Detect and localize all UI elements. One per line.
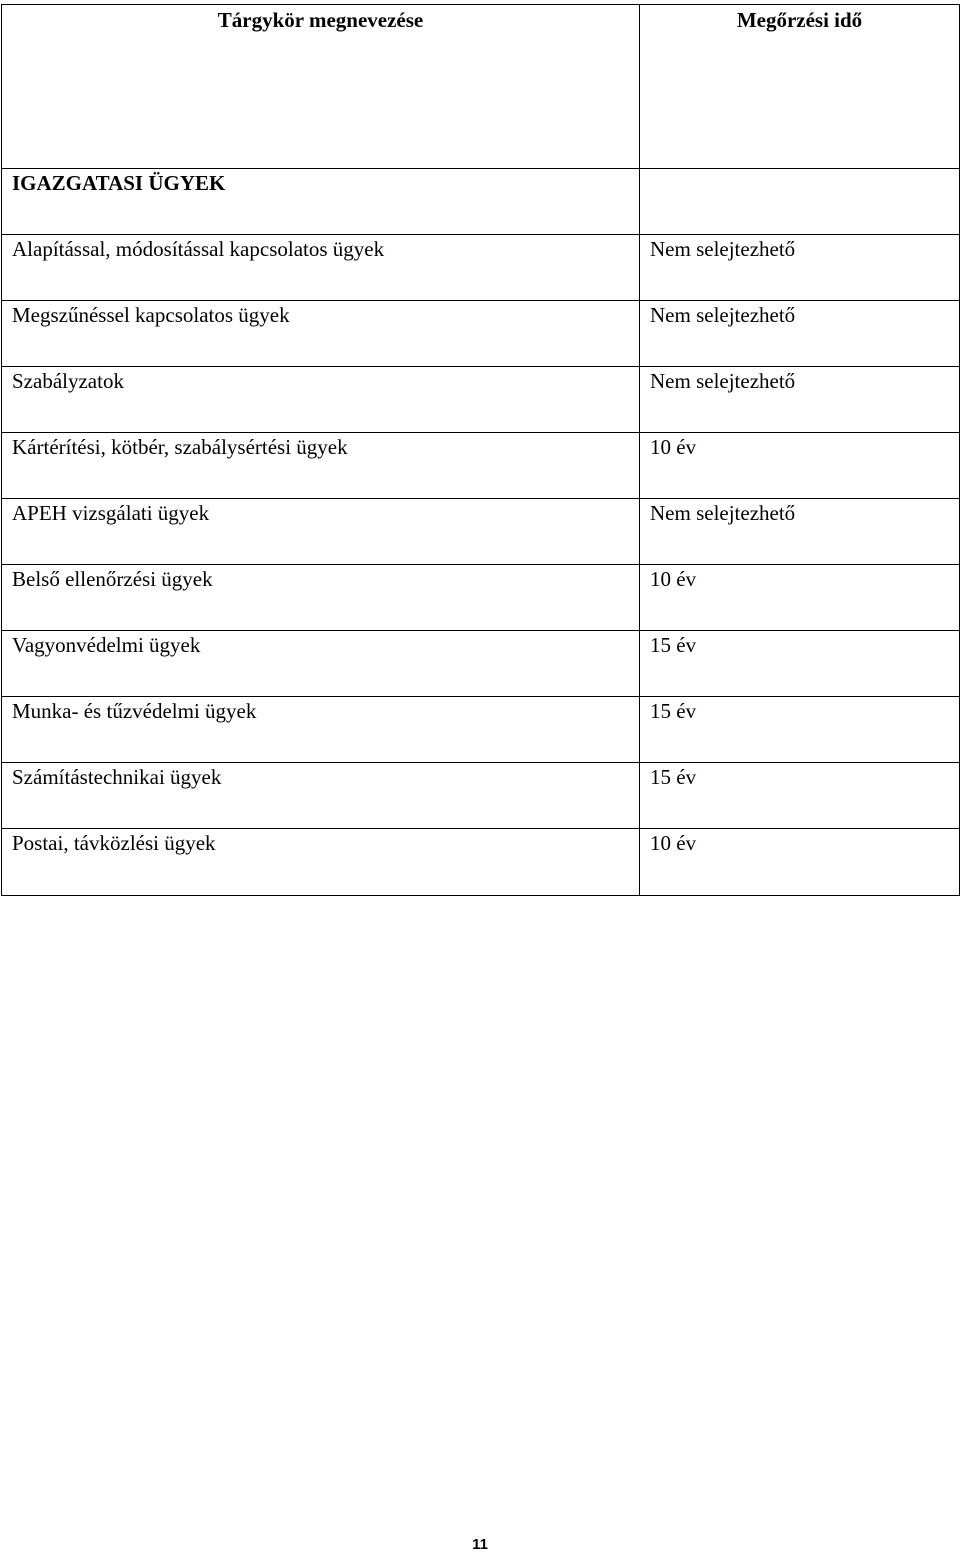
table-row <box>2 565 960 631</box>
table-row <box>2 499 960 565</box>
row-subject: Postai, távközlési ügyek <box>2 829 640 896</box>
table-row <box>2 367 960 433</box>
row-subject: Szabályzatok <box>2 367 640 433</box>
page-number: 11 <box>472 1536 488 1553</box>
section-row <box>2 169 960 235</box>
table-row <box>2 433 960 499</box>
header-row <box>2 5 960 169</box>
row-period: 15 év <box>640 631 960 697</box>
row-period: 10 év <box>640 433 960 499</box>
table-row <box>2 301 960 367</box>
row-period: Nem selejtezhető <box>640 499 960 565</box>
table-body <box>2 169 960 896</box>
table-row <box>2 235 960 301</box>
row-period: 10 év <box>640 829 960 896</box>
row-subject: Munka- és tűzvédelmi ügyek <box>2 697 640 763</box>
table-header <box>2 5 960 169</box>
table-row <box>2 697 960 763</box>
row-subject: Kártérítési, kötbér, szabálysértési ügyek <box>2 433 640 499</box>
row-subject: Vagyonvédelmi ügyek <box>2 631 640 697</box>
row-subject: Számítástechnikai ügyek <box>2 763 640 829</box>
row-subject: Belső ellenőrzési ügyek <box>2 565 640 631</box>
table-row <box>2 631 960 697</box>
row-period: 10 év <box>640 565 960 631</box>
row-subject: APEH vizsgálati ügyek <box>2 499 640 565</box>
row-period: 15 év <box>640 763 960 829</box>
header-period: Megőrzési idő <box>640 5 960 169</box>
header-subject: Tárgykör megnevezése <box>2 5 640 169</box>
table-row <box>2 829 960 896</box>
row-subject: Megszűnéssel kapcsolatos ügyek <box>2 301 640 367</box>
retention-table <box>1 4 960 896</box>
section-period-empty <box>640 169 960 235</box>
row-period: Nem selejtezhető <box>640 235 960 301</box>
row-subject: Alapítással, módosítással kapcsolatos ügyek <box>2 235 640 301</box>
section-title: IGAZGATASI ÜGYEK <box>2 169 640 235</box>
row-period: Nem selejtezhető <box>640 367 960 433</box>
row-period: Nem selejtezhető <box>640 301 960 367</box>
row-period: 15 év <box>640 697 960 763</box>
table-row <box>2 763 960 829</box>
